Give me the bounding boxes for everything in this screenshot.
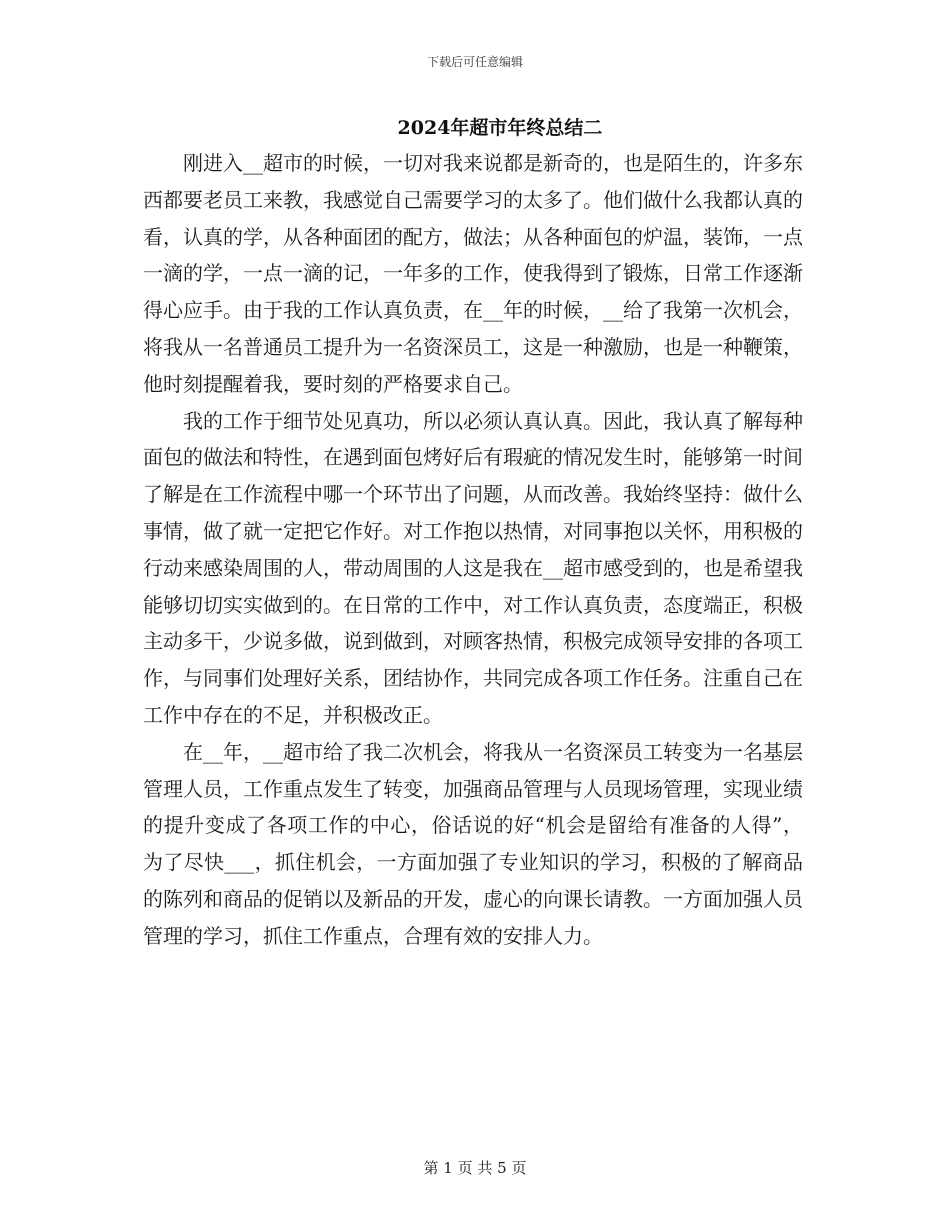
paragraph: 刚进入__超市的时候，一切对我来说都是新奇的，也是陌生的，许多东西都要老员工来教，我感觉自己需要学习的太多了。他们做什么我都认真的看，认真的学，从各种面团的配方，做法；从各种面包的炉温，装饰，一点一滴的学，一点一滴的记，一年多的工作，使我得到了锻炼，日常工作逐渐得心应手。由于我的工作认真负责，在__年的时候，__给了我第一次机会，将我从一名普通员工提升为一名资深员工，这是一种激励，也是一种鞭策，他时刻提醒着我，要时刻的严格要求自己。 bbox=[143, 151, 803, 396]
document-title: 2024年超市年终总结二 bbox=[397, 117, 603, 139]
header-note: 下载后可任意编辑 bbox=[426, 55, 523, 69]
paragraph: 我的工作于细节处见真功，所以必须认真认真。因此，我认真了解每种面包的做法和特性，在遇到面包烤好后有瑕疵的情况发生时，能够第一时间了解是在工作流程中哪一个环节出了问题，从而改善。我始终坚持：做什么事情，做了就一定把它作好。对工作抱以热情，对同事抱以关怀，用积极的行动来感染周围的人，带动周围的人这是我在__超市感受到的，也是希望我能够切切实实做到的。在日常的工作中，对工作认真负责，态度端正，积极主动多干，少说多做，说到做到，对顾客热情，积极完成领导安排的各项工作，与同事们处理好关系，团结协作，共同完成各项工作任务。注重自己在工作中存在的不足，并积极改正。 bbox=[143, 408, 803, 727]
paragraph: 在__年，__超市给了我二次机会，将我从一名资深员工转变为一名基层管理人员，工作重点发生了转变，加强商品管理与人员现场管理，实现业绩的提升变成了各项工作的中心，俗话说的好“机会是留给有准备的人得”，为了尽快___，抓住机会，一方面加强了专业知识的学习，积极的了解商品的陈列和商品的促销以及新品的开发，虚心的向课长请教。一方面加强人员管理的学习，抓住工作重点，合理有效的安排人力。 bbox=[143, 739, 803, 948]
page-number-footer: 第 1 页 共 5 页 bbox=[423, 1159, 527, 1177]
document-body bbox=[143, 145, 803, 955]
